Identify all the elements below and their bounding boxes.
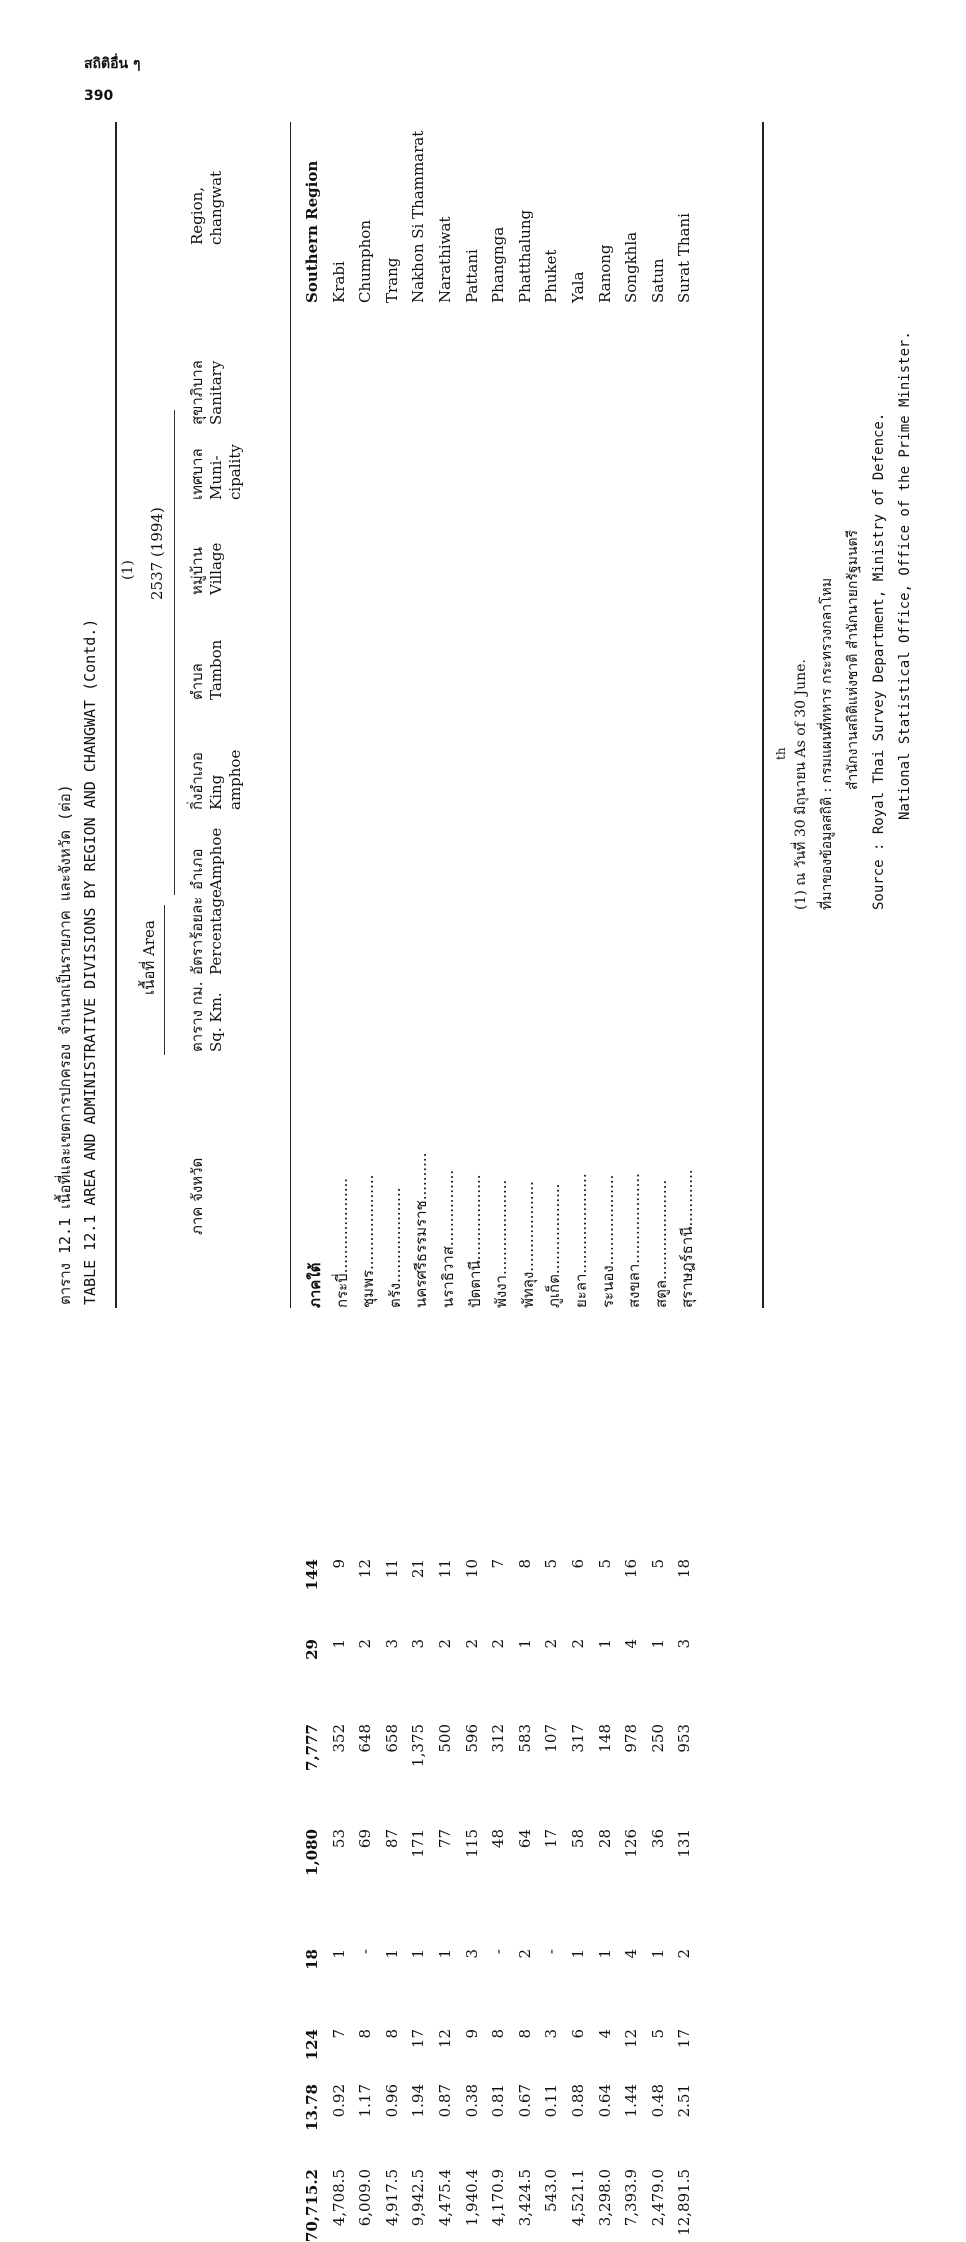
cell-king-amphoe: 1 xyxy=(648,1949,667,1959)
cell-percentage: 1.94 xyxy=(409,2084,428,2118)
top-rule xyxy=(115,122,117,1308)
cell-municipality: 2 xyxy=(356,1639,375,1649)
cell-changwat-thai: สุราษฎร์ธานี............ xyxy=(678,1169,697,1308)
cell-king-amphoe: 2 xyxy=(675,1949,694,1959)
cell-king-amphoe: 18 xyxy=(303,1949,321,1970)
admin-group-rule xyxy=(174,410,175,895)
cell-village: 596 xyxy=(462,1724,481,1753)
cell-percentage: 0.48 xyxy=(648,2084,667,2118)
area-group-rule xyxy=(164,905,165,1055)
cell-village: 1,375 xyxy=(409,1724,428,1767)
cell-amphoe: 5 xyxy=(648,2029,667,2039)
cell-municipality: 1 xyxy=(648,1639,667,1649)
cell-sanitary: 5 xyxy=(595,1559,614,1569)
header-sq-km: ตาราง กม. Sq. Km. xyxy=(188,981,225,1052)
cell-amphoe: 124 xyxy=(303,2029,321,2061)
cell-changwat-english: Narathiwat xyxy=(435,216,454,303)
cell-sanitary: 144 xyxy=(303,1559,321,1591)
cell-changwat-english: Southern Region xyxy=(303,160,321,303)
cell-sq-km: 543.0 xyxy=(542,2169,561,2212)
cell-percentage: 0.81 xyxy=(489,2084,508,2118)
cell-sq-km: 4,170.9 xyxy=(489,2169,508,2227)
cell-percentage: 2.51 xyxy=(675,2084,694,2118)
cell-tambon: 77 xyxy=(435,1829,454,1849)
cell-village: 148 xyxy=(595,1724,614,1753)
rotated-table xyxy=(50,120,940,2242)
cell-sq-km: 4,475.4 xyxy=(435,2169,454,2227)
cell-tambon: 1,080 xyxy=(303,1829,321,1876)
cell-changwat-thai: ระนอง................... xyxy=(598,1174,617,1308)
cell-sq-km: 4,708.5 xyxy=(329,2169,348,2227)
cell-sanitary: 9 xyxy=(329,1559,348,1569)
cell-village: 352 xyxy=(329,1724,348,1753)
header-region-english: Region, changwat xyxy=(188,170,225,245)
area-group-header: เนื้อที่ Area xyxy=(140,920,158,995)
cell-changwat-english: Songkhla xyxy=(622,231,641,303)
cell-king-amphoe: 3 xyxy=(462,1949,481,1959)
title-thai: ตาราง 12.1 เนื้อที่และเขตการปกครอง จำแนกเป็นรายภาค และจังหวัด (ต่อ) xyxy=(56,784,74,1305)
cell-municipality: 1 xyxy=(329,1639,348,1649)
cell-sanitary: 11 xyxy=(435,1559,454,1579)
header-sanitary: สุขาภิบาล Sanitary xyxy=(188,360,225,425)
cell-changwat-english: Nakhon Si Thammarat xyxy=(409,130,428,303)
cell-amphoe: 3 xyxy=(542,2029,561,2039)
cell-sanitary: 5 xyxy=(542,1559,561,1569)
cell-sanitary: 6 xyxy=(568,1559,587,1569)
cell-king-amphoe: 1 xyxy=(435,1949,454,1959)
cell-sq-km: 7,393.9 xyxy=(622,2169,641,2227)
cell-changwat-thai: พังงา.................... xyxy=(492,1179,511,1308)
cell-tambon: 17 xyxy=(542,1829,561,1849)
cell-village: 107 xyxy=(542,1724,561,1753)
cell-tambon: 53 xyxy=(329,1829,348,1849)
cell-village: 500 xyxy=(435,1724,454,1753)
cell-changwat-thai: สตูล..................... xyxy=(651,1179,670,1308)
cell-sq-km: 70,715.2 xyxy=(303,2169,321,2242)
cell-municipality: 2 xyxy=(462,1639,481,1649)
cell-king-amphoe: 1 xyxy=(382,1949,401,1959)
cell-municipality: 3 xyxy=(382,1639,401,1649)
cell-sanitary: 12 xyxy=(356,1559,375,1579)
cell-percentage: 0.96 xyxy=(382,2084,401,2118)
source-thai-1: ที่มาของข้อมูลสถิติ : กรมแผนที่ทหาร กระทรวงกลาโหม xyxy=(819,577,835,910)
cell-percentage: 0.67 xyxy=(515,2084,534,2118)
cell-changwat-english: Trang xyxy=(382,257,401,303)
header-amphoe: อำเภอ Amphoe xyxy=(188,827,225,890)
cell-municipality: 3 xyxy=(675,1639,694,1649)
cell-changwat-thai: ภูเก็ต................... xyxy=(545,1183,564,1308)
cell-village: 7,777 xyxy=(303,1724,321,1771)
cell-sanitary: 11 xyxy=(382,1559,401,1579)
cell-village: 978 xyxy=(622,1724,641,1753)
cell-tambon: 28 xyxy=(595,1829,614,1849)
cell-changwat-thai: ยะลา..................... xyxy=(571,1173,590,1308)
year-group-header: 2537 (1994) xyxy=(148,507,166,600)
table-notes xyxy=(774,331,918,910)
cell-sq-km: 4,521.1 xyxy=(568,2169,587,2227)
cell-sanitary: 18 xyxy=(675,1559,694,1579)
cell-percentage: 0.11 xyxy=(542,2084,561,2118)
year-group-footnote: (1) xyxy=(120,560,136,580)
cell-amphoe: 12 xyxy=(622,2029,641,2049)
cell-percentage: 0.38 xyxy=(462,2084,481,2118)
cell-king-amphoe: 4 xyxy=(622,1949,641,1959)
header-tambon: ตำบล Tambon xyxy=(188,639,225,700)
cell-amphoe: 6 xyxy=(568,2029,587,2039)
footnote-ordinal: th xyxy=(774,747,788,760)
cell-sq-km: 3,298.0 xyxy=(595,2169,614,2227)
cell-tambon: 131 xyxy=(675,1829,694,1858)
cell-percentage: 0.87 xyxy=(435,2084,454,2118)
cell-municipality: 2 xyxy=(542,1639,561,1649)
cell-tambon: 126 xyxy=(622,1829,641,1858)
cell-tambon: 87 xyxy=(382,1829,401,1849)
cell-percentage: 13.78 xyxy=(303,2084,321,2131)
cell-tambon: 64 xyxy=(515,1829,534,1849)
cell-amphoe: 17 xyxy=(409,2029,428,2049)
cell-sq-km: 9,942.5 xyxy=(409,2169,428,2227)
cell-changwat-thai: นราธิวาส................ xyxy=(438,1169,457,1308)
cell-village: 312 xyxy=(489,1724,508,1753)
cell-amphoe: 9 xyxy=(462,2029,481,2039)
cell-sq-km: 1,940.4 xyxy=(462,2169,481,2227)
cell-amphoe: 17 xyxy=(675,2029,694,2049)
cell-changwat-thai: ปัตตานี.................. xyxy=(465,1174,484,1308)
cell-village: 583 xyxy=(515,1724,534,1753)
source-english-1: Source : Royal Thai Survey Department, Ministry of Defence. xyxy=(871,412,887,910)
header-region-thai: ภาค จังหวัด xyxy=(188,1157,206,1235)
cell-king-amphoe: - xyxy=(489,1949,508,1955)
cell-king-amphoe: 1 xyxy=(595,1949,614,1959)
cell-amphoe: 12 xyxy=(435,2029,454,2049)
section-label: สถิติอื่น ๆ xyxy=(84,56,141,72)
cell-king-amphoe: 1 xyxy=(409,1949,428,1959)
source-thai-2: สำนักงานสถิติแห่งชาติ สำนักนายกรัฐมนตรี xyxy=(845,529,861,790)
cell-king-amphoe: 1 xyxy=(329,1949,348,1959)
header-village: หมู่บ้าน Village xyxy=(188,542,225,595)
cell-sanitary: 7 xyxy=(489,1559,508,1569)
cell-percentage: 1.44 xyxy=(622,2084,641,2118)
cell-village: 658 xyxy=(382,1724,401,1753)
cell-king-amphoe: 1 xyxy=(568,1949,587,1959)
cell-changwat-thai: ตรัง.................... xyxy=(385,1187,404,1308)
cell-amphoe: 8 xyxy=(356,2029,375,2039)
cell-municipality: 2 xyxy=(489,1639,508,1649)
cell-municipality: 2 xyxy=(568,1639,587,1649)
cell-tambon: 171 xyxy=(409,1829,428,1858)
cell-changwat-english: Chumphon xyxy=(356,220,375,303)
page-number: 390 xyxy=(84,88,114,104)
cell-amphoe: 4 xyxy=(595,2029,614,2039)
cell-tambon: 48 xyxy=(489,1829,508,1849)
cell-village: 953 xyxy=(675,1724,694,1753)
cell-sq-km: 4,917.5 xyxy=(382,2169,401,2227)
cell-village: 250 xyxy=(648,1724,667,1753)
source-english-2: National Statistical Office, Office of the Prime Minister. xyxy=(897,331,913,820)
cell-sanitary: 5 xyxy=(648,1559,667,1569)
cell-sq-km: 3,424.5 xyxy=(515,2169,534,2227)
header-percentage: อัตราร้อยละ Percentage xyxy=(188,889,225,975)
cell-village: 648 xyxy=(356,1724,375,1753)
cell-changwat-thai: กระบี่.................... xyxy=(332,1177,351,1308)
cell-village: 317 xyxy=(568,1724,587,1753)
cell-percentage: 0.64 xyxy=(595,2084,614,2118)
cell-king-amphoe: 2 xyxy=(515,1949,534,1959)
cell-municipality: 2 xyxy=(435,1639,454,1649)
cell-changwat-thai: ชุมพร.................... xyxy=(359,1174,378,1308)
cell-sanitary: 10 xyxy=(462,1559,481,1579)
cell-municipality: 1 xyxy=(515,1639,534,1649)
cell-amphoe: 8 xyxy=(382,2029,401,2039)
cell-changwat-english: Phuket xyxy=(542,249,561,303)
header-municipality: เทศบาล Muni- cipality xyxy=(188,444,244,500)
cell-changwat-english: Phangnga xyxy=(489,226,508,303)
cell-sanitary: 8 xyxy=(515,1559,534,1569)
cell-changwat-english: Phatthalung xyxy=(515,209,534,303)
cell-changwat-thai: สงขลา................... xyxy=(625,1173,644,1308)
header-rule xyxy=(290,122,291,1308)
cell-amphoe: 8 xyxy=(515,2029,534,2039)
cell-changwat-english: Krabi xyxy=(329,261,348,303)
bottom-rule xyxy=(762,122,764,1308)
cell-percentage: 0.88 xyxy=(568,2084,587,2118)
cell-king-amphoe: - xyxy=(542,1949,561,1955)
table-title xyxy=(56,619,106,1305)
header-king-amphoe: กิ่งอำเภอ King amphoe xyxy=(188,749,244,810)
cell-tambon: 115 xyxy=(462,1829,481,1858)
cell-municipality: 4 xyxy=(622,1639,641,1649)
cell-sq-km: 12,891.5 xyxy=(675,2169,694,2236)
cell-changwat-english: Surat Thani xyxy=(675,213,694,303)
title-english: TABLE 12.1 AREA AND ADMINISTRATIVE DIVISIONS BY REGION AND CHANGWAT (Contd.) xyxy=(81,618,99,1305)
cell-sq-km: 6,009.0 xyxy=(356,2169,375,2227)
footnote: (1) ณ วันที่ 30 มิถุนายน As of 30 June. xyxy=(793,659,809,910)
cell-municipality: 29 xyxy=(303,1639,321,1660)
page-header xyxy=(84,55,141,119)
cell-municipality: 3 xyxy=(409,1639,428,1649)
cell-amphoe: 7 xyxy=(329,2029,348,2039)
cell-sanitary: 16 xyxy=(622,1559,641,1579)
cell-amphoe: 8 xyxy=(489,2029,508,2039)
cell-changwat-thai: นครศรีธรรมราช.......... xyxy=(412,1152,431,1308)
cell-changwat-english: Pattani xyxy=(462,249,481,303)
cell-sanitary: 21 xyxy=(409,1559,428,1579)
cell-king-amphoe: - xyxy=(356,1949,375,1955)
cell-changwat-english: Yala xyxy=(568,271,587,303)
cell-tambon: 58 xyxy=(568,1829,587,1849)
cell-changwat-english: Ranong xyxy=(595,244,614,303)
cell-tambon: 69 xyxy=(356,1829,375,1849)
cell-municipality: 1 xyxy=(595,1639,614,1649)
cell-tambon: 36 xyxy=(648,1829,667,1849)
cell-percentage: 0.92 xyxy=(329,2084,348,2118)
cell-sq-km: 2,479.0 xyxy=(648,2169,667,2227)
cell-changwat-thai: ภาคใต้ xyxy=(306,1262,324,1308)
cell-changwat-english: Satun xyxy=(648,258,667,303)
cell-changwat-thai: พัทลุง................... xyxy=(518,1181,537,1308)
cell-percentage: 1.17 xyxy=(356,2084,375,2118)
